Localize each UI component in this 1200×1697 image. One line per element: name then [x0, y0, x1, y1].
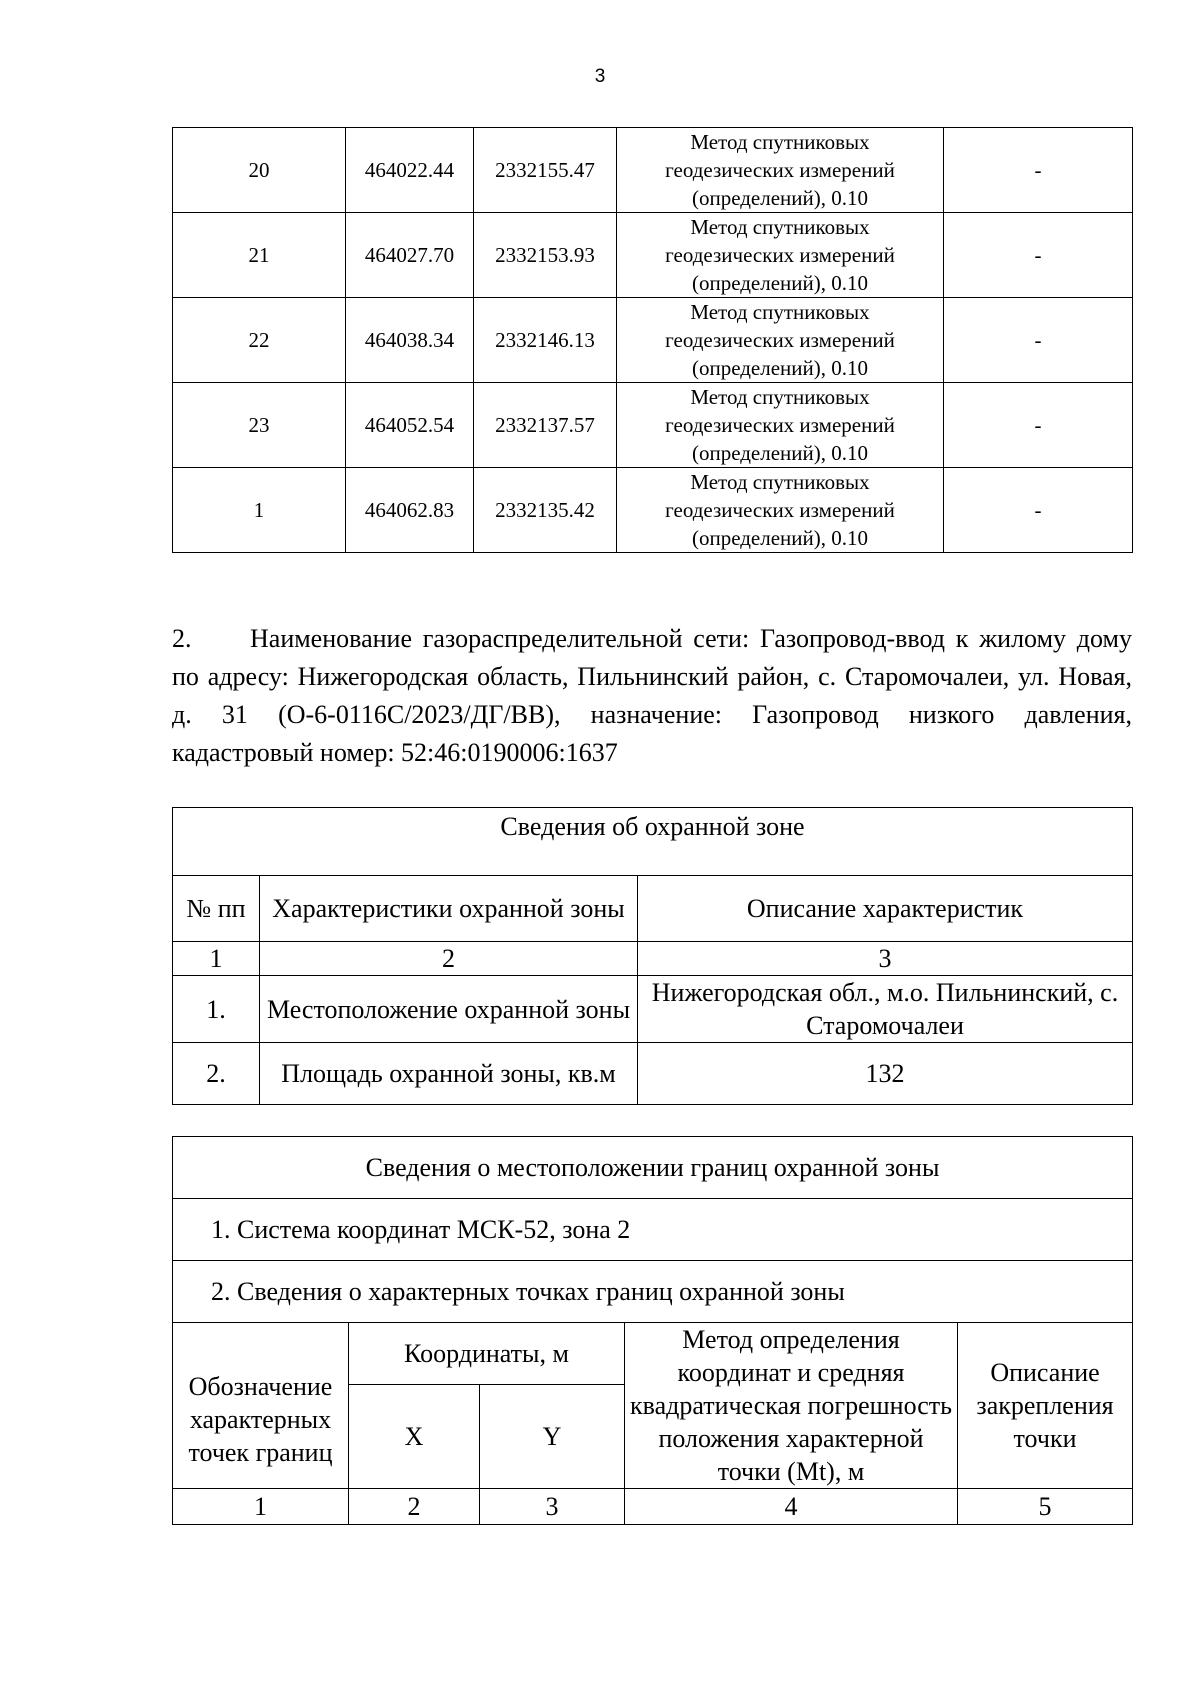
- method-cell: [617, 298, 944, 383]
- method-line: (определений), 0.10: [691, 186, 869, 210]
- boundary-numbering-2: 2: [349, 1489, 480, 1525]
- coords-row: [173, 383, 1133, 468]
- y-cell: 2332135.42: [474, 468, 617, 553]
- method-cell: [617, 128, 944, 213]
- point-cell: 1: [173, 468, 346, 553]
- header-coordinates: Координаты, м: [349, 1323, 625, 1385]
- boundary-table-title: Сведения о местоположении границ охранной зоны: [173, 1137, 1133, 1199]
- x-cell: 464022.44: [346, 128, 474, 213]
- x-cell: 464038.34: [346, 298, 474, 383]
- method-line: Метод спутниковых: [690, 300, 870, 324]
- zone-row-2-value: 132: [638, 1043, 1133, 1105]
- zone-header-characteristics: Характеристики охранной зоны: [260, 876, 638, 942]
- method-cell: [617, 468, 944, 553]
- y-cell: 2332155.47: [474, 128, 617, 213]
- coords-row: [173, 128, 1133, 213]
- description-cell: -: [944, 213, 1133, 298]
- section-number: 2.: [172, 624, 192, 653]
- y-cell: 2332153.93: [474, 213, 617, 298]
- y-cell: 2332146.13: [474, 298, 617, 383]
- method-line: (определений), 0.10: [691, 526, 869, 550]
- zone-table-title: Сведения об охранной зоне: [173, 808, 1133, 876]
- method-line: геодезических измерений: [665, 328, 895, 352]
- header-designation: Обозначение характерных точек границ: [173, 1323, 349, 1489]
- zone-row-1-value: Нижегородская обл., м.о. Пильнинский, с. Старомочалеи: [638, 976, 1133, 1043]
- method-line: геодезических измерений: [665, 158, 895, 182]
- point-cell: 21: [173, 213, 346, 298]
- method-cell: [617, 213, 944, 298]
- zone-row-1-name: Местоположение охранной зоны: [260, 976, 638, 1043]
- boundary-numbering-4: 4: [625, 1489, 958, 1525]
- section-2-paragraph: [172, 620, 1132, 772]
- method-line: Метод спутниковых: [690, 470, 870, 494]
- method-line: геодезических измерений: [665, 498, 895, 522]
- boundary-table: [172, 1136, 1133, 1525]
- y-cell: 2332137.57: [474, 383, 617, 468]
- boundary-numbering-1: 1: [173, 1489, 349, 1525]
- coordinate-system-line: 1. Система координат МСК-52, зона 2: [173, 1199, 1133, 1261]
- boundary-numbering-3: 3: [480, 1489, 625, 1525]
- coords-row: [173, 298, 1133, 383]
- x-cell: 464062.83: [346, 468, 474, 553]
- method-cell: [617, 383, 944, 468]
- section-text: Наименование газораспределительной сети: Газопровод-ввод к жилому дому по адресу: Нижегородская область, Пильнинский район, с. Старомочалеи, ул. Новая, д. 31 (О-6-0116С/2023/ДГ/ВВ), назначение: Газопровод низкого давления, кадастровый номер: 52:46:0190006:1637: [172, 624, 1132, 767]
- description-cell: -: [944, 468, 1133, 553]
- x-cell: 464027.70: [346, 213, 474, 298]
- coordinates-table: [172, 127, 1133, 553]
- zone-numbering-1: 1: [173, 942, 260, 976]
- header-x: X: [349, 1385, 480, 1489]
- x-cell: 464052.54: [346, 383, 474, 468]
- method-line: Метод спутниковых: [690, 215, 870, 239]
- zone-header-num: № пп: [173, 876, 260, 942]
- page-number: 3: [594, 66, 606, 87]
- method-line: геодезических измерений: [665, 243, 895, 267]
- method-line: геодезических измерений: [665, 413, 895, 437]
- coords-row: [173, 468, 1133, 553]
- header-method: Метод определения координат и средняя квадратическая погрешность положения характерной точки (Mt), м: [625, 1323, 958, 1489]
- method-line: (определений), 0.10: [691, 441, 869, 465]
- zone-row-1-num: 1.: [173, 976, 260, 1043]
- zone-row-2-num: 2.: [173, 1043, 260, 1105]
- zone-numbering-2: 2: [260, 942, 638, 976]
- header-y: Y: [480, 1385, 625, 1489]
- description-cell: -: [944, 383, 1133, 468]
- point-cell: 22: [173, 298, 346, 383]
- method-line: (определений), 0.10: [691, 356, 869, 380]
- zone-row-2-name: Площадь охранной зоны, кв.м: [260, 1043, 638, 1105]
- point-cell: 20: [173, 128, 346, 213]
- boundary-points-line: 2. Сведения о характерных точках границ охранной зоны: [173, 1261, 1133, 1323]
- boundary-numbering-5: 5: [958, 1489, 1133, 1525]
- method-line: (определений), 0.10: [691, 271, 869, 295]
- point-cell: 23: [173, 383, 346, 468]
- header-description: Описание закрепления точки: [958, 1323, 1133, 1489]
- zone-header-description: Описание характеристик: [638, 876, 1133, 942]
- protection-zone-table: [172, 807, 1133, 1105]
- method-line: Метод спутниковых: [690, 385, 870, 409]
- method-line: Метод спутниковых: [690, 130, 870, 154]
- description-cell: -: [944, 298, 1133, 383]
- zone-numbering-3: 3: [638, 942, 1133, 976]
- description-cell: -: [944, 128, 1133, 213]
- coords-row: [173, 213, 1133, 298]
